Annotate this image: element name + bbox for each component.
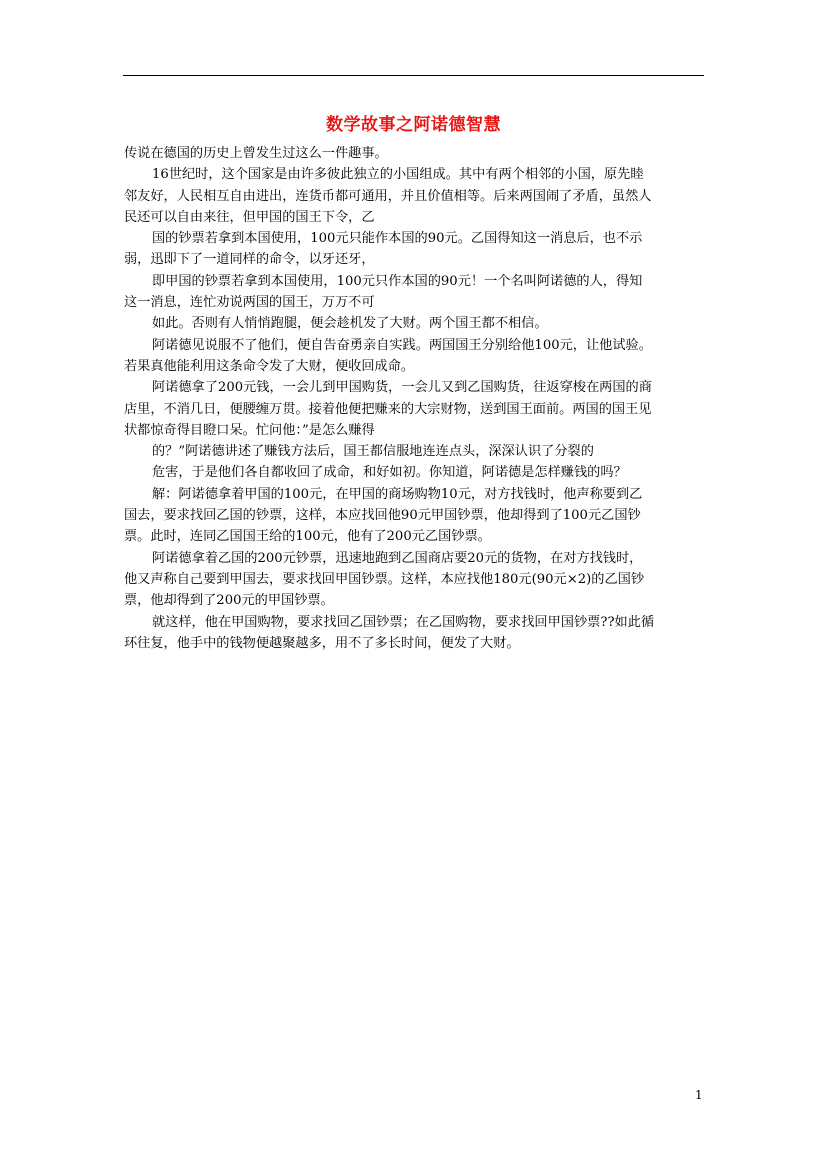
document-body [124,143,706,654]
text-line: 票。此时，连同乙国国王给的100元，他有了200元乙国钞票。 [124,529,491,545]
text-line: 阿诺德拿了200元钱，一会儿到甲国购货，一会儿又到乙国购货，往返穿梭在两国的商 [152,380,652,396]
text-line: 即甲国的钞票若拿到本国使用，100元只作本国的90元！一个名叫阿诺德的人，得知 [152,273,643,289]
text-line: 国的钞票若拿到本国使用，100元只能作本国的90元。乙国得知这一消息后，也不示 [152,231,643,247]
page-number: 1 [695,1088,703,1102]
text-line: 邻友好，人民相互自由进出，连货币都可通用，并且价值相等。后来两国闹了矛盾，虽然人 [124,188,652,204]
text-line: 就这样，他在甲国购物，要求找回乙国钞票；在乙国购物，要求找回甲国钞票??如此循 [152,614,655,630]
text-line: 票，他却得到了200元的甲国钞票。 [124,593,334,609]
document-title: 数学故事之阿诺德智慧 [326,115,501,135]
text-line: 如此。否则有人悄悄跑腿，便会趁机发了大财。两个国王都不相信。 [152,316,548,332]
text-line: 弱，迅即下了一道同样的命令，以牙还牙， [124,252,375,268]
text-line: 民还可以自由来往，但甲国的国王下令，乙 [124,209,375,225]
text-line: 阿诺德拿着乙国的200元钞票，迅速地跑到乙国商店要20元的货物，在对方找钱时， [152,550,643,566]
text-line: 国去，要求找回乙国的钞票，这样，本应找回他90元甲国钞票，他却得到了100元乙国钞 [124,508,641,524]
text-line: 若果真他能利用这条命令发了大财，便收回成命。 [124,358,415,374]
text-line: 店里，不消几日，便腰缠万贯。接着他便把赚来的大宗财物，送到国王面前。两国的国王见 [124,401,652,417]
text-line: 他又声称自己要到甲国去，要求找回甲国钞票。这样，本应找他180元(90元×2)的乙国钞 [124,571,645,587]
text-line: 解：阿诺德拿着甲国的100元，在甲国的商场购物10元，对方找钱时，他声称要到乙 [152,486,643,502]
text-line: 的？”阿诺德讲述了赚钱方法后，国王都信服地连连点头，深深认识了分裂的 [152,444,594,460]
text-line: 状都惊奇得目瞪口呆。忙问他：”是怎么赚得 [124,422,375,438]
header-rule [123,75,704,76]
text-line: 传说在德国的历史上曾发生过这么一件趣事。 [124,146,388,161]
text-line: 阿诺德见说服不了他们，便自告奋勇亲自实践。两国国王分别给他100元，让他试验。 [152,337,652,353]
text-line: 16世纪时，这个国家是由许多彼此独立的小国组成。其中有两个相邻的小国，原先睦 [152,167,644,183]
text-line: 这一消息，连忙劝说两国的国王，万万不可 [124,295,375,311]
text-line: 危害，于是他们各自都收回了成命，和好如初。你知道，阿诺德是怎样赚钱的吗？ [152,465,627,481]
text-line: 环往复，他手中的钱物便越聚越多，用不了多长时间，便发了大财。 [124,635,520,651]
